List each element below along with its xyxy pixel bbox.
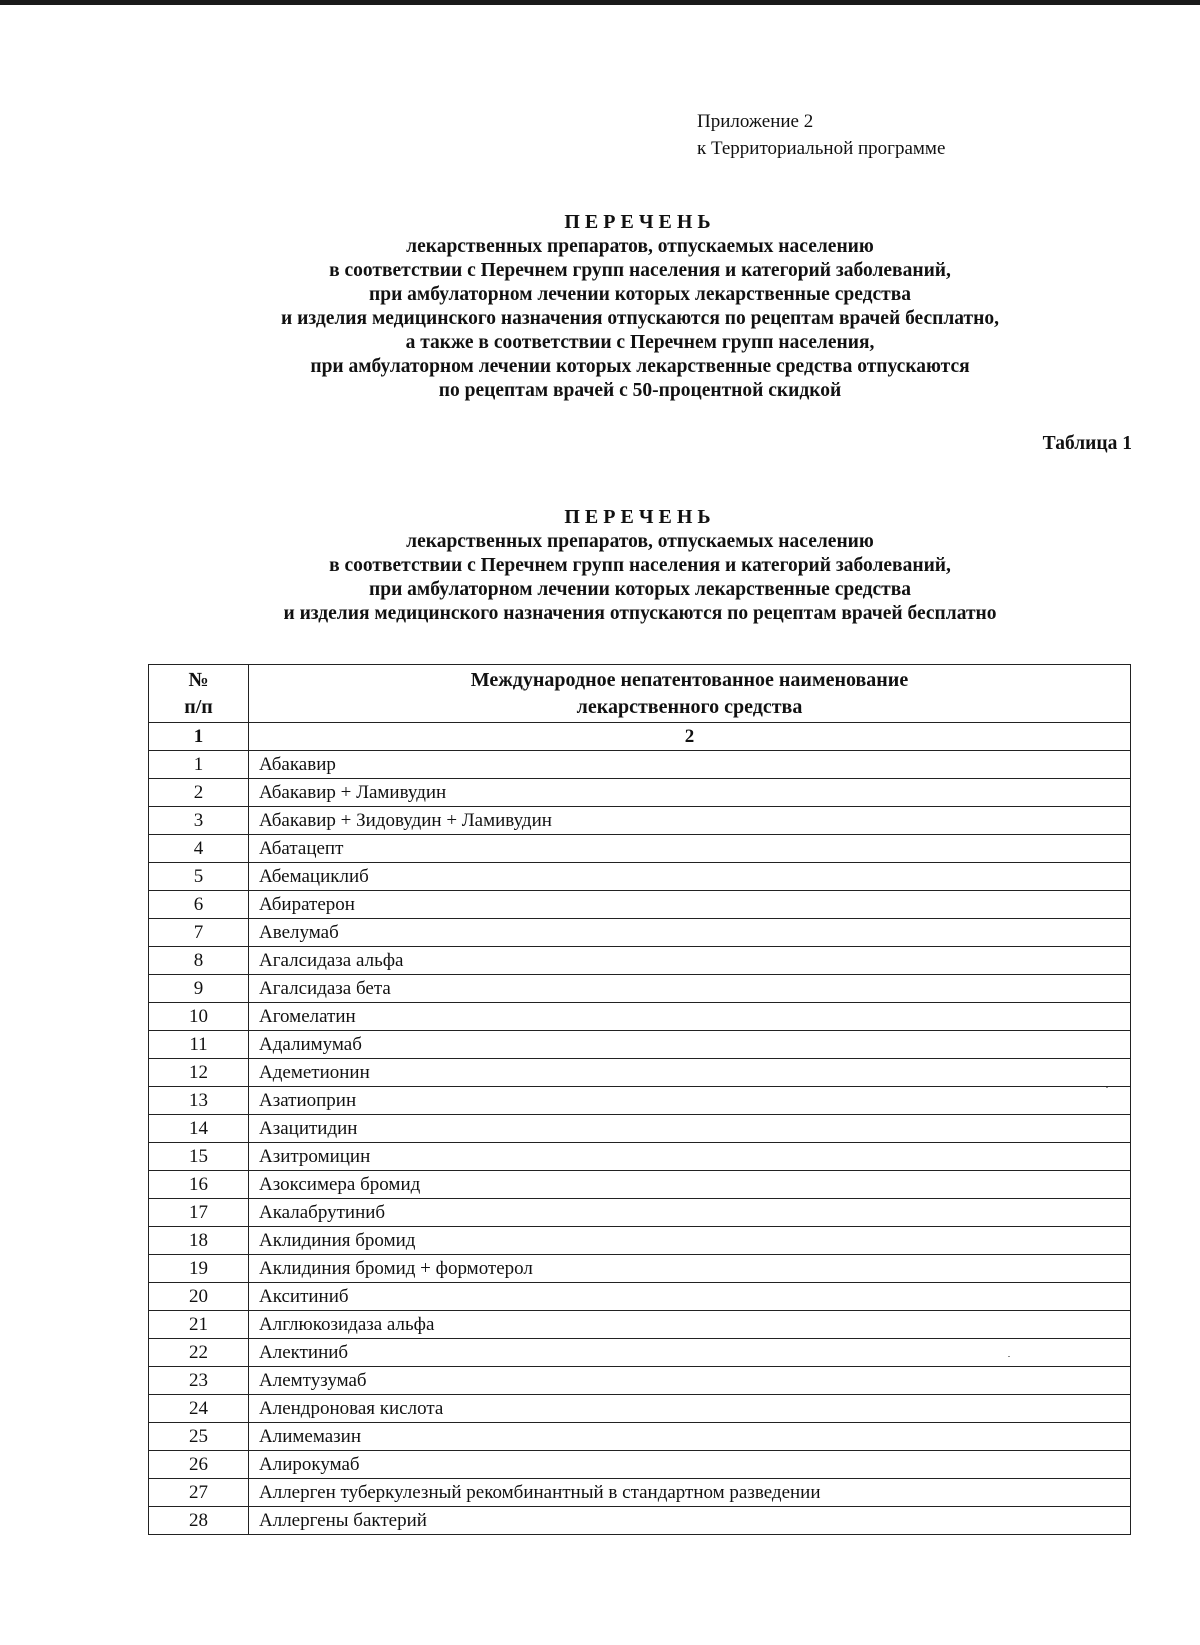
drug-name: Агалсидаза бета bbox=[249, 975, 1131, 1003]
table-row bbox=[149, 1227, 1131, 1255]
appendix-line-2: к Территориальной программе bbox=[697, 138, 946, 159]
drug-name: Авелумаб bbox=[249, 919, 1131, 947]
row-number: 27 bbox=[149, 1479, 249, 1507]
title-1-line: в соответствии с Перечнем групп населения и категорий заболеваний, bbox=[329, 260, 951, 281]
title-1-line: и изделия медицинского назначения отпускаются по рецептам врачей бесплатно, bbox=[281, 308, 999, 329]
table-row bbox=[149, 1395, 1131, 1423]
row-number: 20 bbox=[149, 1283, 249, 1311]
row-number: 7 bbox=[149, 919, 249, 947]
title-1-line: а также в соответствии с Перечнем групп населения, bbox=[405, 332, 875, 353]
table-row bbox=[149, 1451, 1131, 1479]
drug-name: Адалимумаб bbox=[249, 1031, 1131, 1059]
title-2-line: при амбулаторном лечении которых лекарственные средства bbox=[368, 579, 911, 600]
table-row bbox=[149, 751, 1131, 779]
column-number: 2 bbox=[249, 723, 1131, 751]
drug-name: Азатиоприн bbox=[249, 1087, 1131, 1115]
table-row bbox=[149, 1255, 1131, 1283]
appendix-note bbox=[697, 108, 945, 162]
drug-name: Абакавир bbox=[249, 751, 1131, 779]
table-row bbox=[149, 975, 1131, 1003]
drug-name: Агомелатин bbox=[249, 1003, 1131, 1031]
drug-name: Акситиниб bbox=[249, 1283, 1131, 1311]
table-row bbox=[149, 1031, 1131, 1059]
drug-name: Аклидиния бромид bbox=[249, 1227, 1131, 1255]
table-row bbox=[149, 1087, 1131, 1115]
row-number: 12 bbox=[149, 1059, 249, 1087]
row-number: 11 bbox=[149, 1031, 249, 1059]
title-1-line: при амбулаторном лечении которых лекарственные средства bbox=[368, 284, 911, 305]
scan-speck bbox=[1008, 1356, 1010, 1357]
column-number-row bbox=[149, 723, 1131, 751]
row-number: 14 bbox=[149, 1115, 249, 1143]
drug-name: Алемтузумаб bbox=[249, 1367, 1131, 1395]
table-row bbox=[149, 779, 1131, 807]
table-row bbox=[149, 1479, 1131, 1507]
table-row bbox=[149, 1115, 1131, 1143]
header-name-line-1: Международное непатентованное наименование bbox=[470, 668, 909, 691]
drug-name: Азацитидин bbox=[249, 1115, 1131, 1143]
drug-name: Абатацепт bbox=[249, 835, 1131, 863]
table-row bbox=[149, 835, 1131, 863]
title-2-heading: ПЕРЕЧЕНЬ bbox=[564, 506, 716, 528]
row-number: 25 bbox=[149, 1423, 249, 1451]
row-number: 16 bbox=[149, 1171, 249, 1199]
drug-name: Алендроновая кислота bbox=[249, 1395, 1131, 1423]
title-1-line: по рецептам врачей с 50-процентной скидкой bbox=[438, 380, 842, 401]
row-number: 15 bbox=[149, 1143, 249, 1171]
table-row bbox=[149, 1311, 1131, 1339]
drug-name: Аллергены бактерий bbox=[249, 1507, 1131, 1535]
row-number: 4 bbox=[149, 835, 249, 863]
row-number: 13 bbox=[149, 1087, 249, 1115]
title-block-2 bbox=[140, 505, 1140, 626]
table-row bbox=[149, 1423, 1131, 1451]
row-number: 6 bbox=[149, 891, 249, 919]
title-1-line: при амбулаторном лечении которых лекарственные средства отпускаются bbox=[310, 356, 970, 377]
drug-name: Алглюкозидаза альфа bbox=[249, 1311, 1131, 1339]
row-number: 17 bbox=[149, 1199, 249, 1227]
row-number: 1 bbox=[149, 751, 249, 779]
drug-name: Адеметионин bbox=[249, 1059, 1131, 1087]
scan-edge-line bbox=[0, 0, 1200, 5]
table-row bbox=[149, 1199, 1131, 1227]
drug-name: Абиратерон bbox=[249, 891, 1131, 919]
table-row bbox=[149, 1367, 1131, 1395]
title-2-line: и изделия медицинского назначения отпускаются по рецептам врачей бесплатно bbox=[283, 603, 997, 624]
header-num bbox=[149, 665, 249, 723]
drug-name: Абакавир + Ламивудин bbox=[249, 779, 1131, 807]
table-row bbox=[149, 1339, 1131, 1367]
row-number: 5 bbox=[149, 863, 249, 891]
scan-speck bbox=[1106, 1087, 1108, 1088]
drug-name: Агалсидаза альфа bbox=[249, 947, 1131, 975]
table-row bbox=[149, 863, 1131, 891]
table-label: Таблица 1 bbox=[1042, 433, 1132, 454]
header-num-line-1: № bbox=[188, 668, 209, 691]
row-number: 8 bbox=[149, 947, 249, 975]
row-number: 10 bbox=[149, 1003, 249, 1031]
table-row bbox=[149, 1507, 1131, 1535]
row-number: 19 bbox=[149, 1255, 249, 1283]
row-number: 2 bbox=[149, 779, 249, 807]
drug-name: Алимемазин bbox=[249, 1423, 1131, 1451]
row-number: 9 bbox=[149, 975, 249, 1003]
drug-name: Аллерген туберкулезный рекомбинантный в стандартном разведении bbox=[249, 1479, 1131, 1507]
table-row bbox=[149, 807, 1131, 835]
row-number: 23 bbox=[149, 1367, 249, 1395]
drug-name: Азитромицин bbox=[249, 1143, 1131, 1171]
table-row bbox=[149, 1059, 1131, 1087]
drug-name: Алирокумаб bbox=[249, 1451, 1131, 1479]
drug-name: Аклидиния бромид + формотерол bbox=[249, 1255, 1131, 1283]
title-block-1 bbox=[140, 210, 1140, 403]
row-number: 3 bbox=[149, 807, 249, 835]
drug-name: Алектиниб bbox=[249, 1339, 1131, 1367]
table-row bbox=[149, 1171, 1131, 1199]
drug-name: Азоксимера бромид bbox=[249, 1171, 1131, 1199]
table-row bbox=[149, 919, 1131, 947]
drug-list-table bbox=[148, 664, 1131, 1535]
row-number: 26 bbox=[149, 1451, 249, 1479]
drug-name: Абакавир + Зидовудин + Ламивудин bbox=[249, 807, 1131, 835]
table-header-row bbox=[149, 665, 1131, 723]
row-number: 22 bbox=[149, 1339, 249, 1367]
title-2-line: лекарственных препаратов, отпускаемых населению bbox=[406, 531, 874, 552]
table-body bbox=[149, 723, 1131, 1535]
table-row bbox=[149, 947, 1131, 975]
column-number: 1 bbox=[149, 723, 249, 751]
table-row bbox=[149, 1143, 1131, 1171]
appendix-line-1: Приложение 2 bbox=[697, 111, 814, 132]
row-number: 24 bbox=[149, 1395, 249, 1423]
row-number: 28 bbox=[149, 1507, 249, 1535]
header-name bbox=[249, 665, 1131, 723]
title-1-line: лекарственных препаратов, отпускаемых населению bbox=[406, 236, 874, 257]
drug-name: Абемациклиб bbox=[249, 863, 1131, 891]
drug-name: Акалабрутиниб bbox=[249, 1199, 1131, 1227]
title-2-line: в соответствии с Перечнем групп населения и категорий заболеваний, bbox=[329, 555, 951, 576]
table-row bbox=[149, 1283, 1131, 1311]
row-number: 18 bbox=[149, 1227, 249, 1255]
header-num-line-2: п/п bbox=[184, 695, 213, 718]
table-row bbox=[149, 891, 1131, 919]
row-number: 21 bbox=[149, 1311, 249, 1339]
title-1-heading: ПЕРЕЧЕНЬ bbox=[564, 211, 716, 233]
header-name-line-2: лекарственного средства bbox=[576, 695, 803, 718]
table-row bbox=[149, 1003, 1131, 1031]
